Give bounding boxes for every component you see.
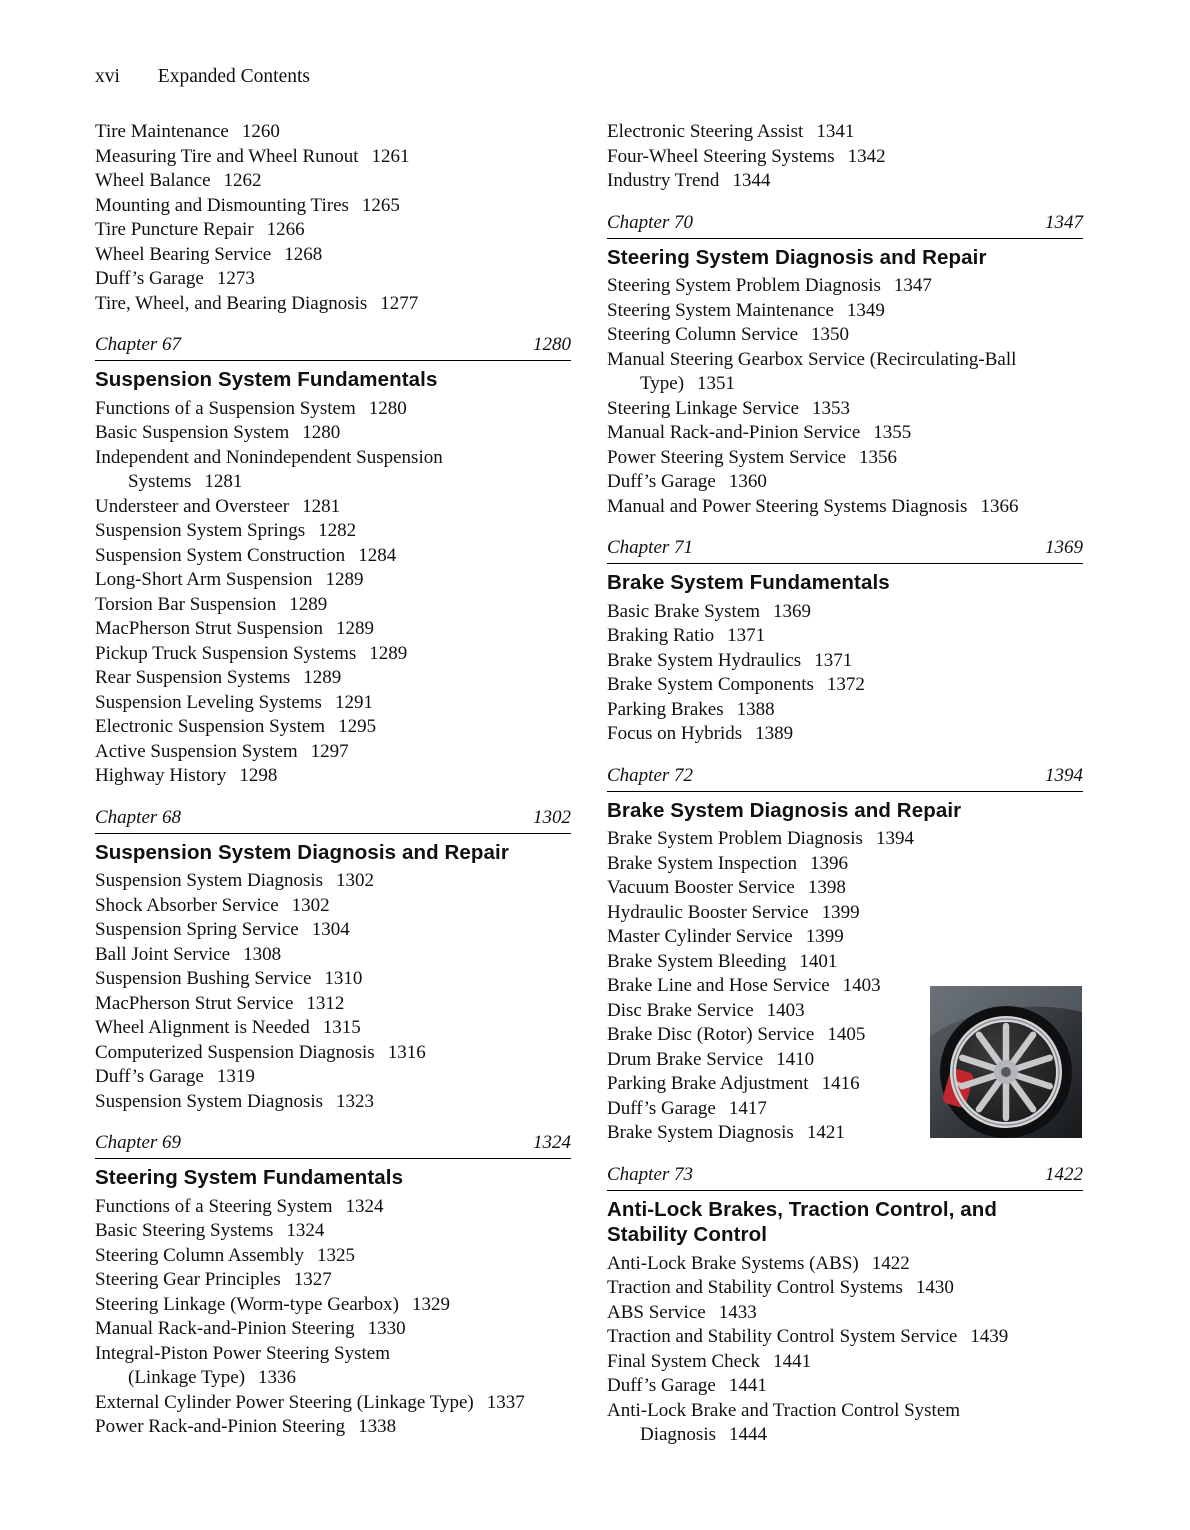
- toc-column-left: [95, 120, 571, 1448]
- toc-entry: [95, 519, 571, 544]
- entry-title: Steering System Problem Diagnosis: [607, 275, 881, 296]
- entry-page-number: 1289: [369, 642, 408, 664]
- toc-entry: [95, 642, 571, 667]
- entry-title: Traction and Stability Control System Service: [607, 1326, 958, 1347]
- toc-entry: [95, 1195, 571, 1220]
- entry-page-number: 1282: [318, 520, 357, 541]
- brake-wheel-photo: [930, 986, 1082, 1138]
- toc-entry: [95, 869, 571, 894]
- toc-entry: [95, 292, 571, 317]
- entry-title: Power Rack-and-Pinion Steering: [95, 1416, 346, 1437]
- toc-entry: [95, 1065, 571, 1090]
- entry-page-number: 1389: [755, 723, 794, 744]
- entry-title: ABS Service: [607, 1301, 706, 1323]
- toc-entry: [607, 446, 1083, 471]
- entry-title: Highway History: [95, 765, 227, 786]
- entry-page-number: 1261: [371, 145, 410, 167]
- entry-title: Steering Column Assembly: [95, 1244, 304, 1266]
- entry-title: Manual Rack-and-Pinion Steering: [95, 1318, 355, 1339]
- entry-page-number: 1344: [732, 170, 771, 191]
- entry-page-number: 1433: [718, 1301, 757, 1323]
- toc-entry: [607, 950, 1083, 975]
- entry-title: Anti-Lock Brake and Traction Control System: [607, 1399, 961, 1421]
- chapter-label: Chapter 71: [607, 537, 694, 558]
- chapter-section: [95, 806, 571, 1115]
- toc-entry: [607, 698, 1083, 723]
- entry-title: Brake System Inspection: [607, 852, 797, 874]
- chapter-title: [95, 1165, 571, 1191]
- toc-entry: [95, 267, 571, 292]
- entry-page-number: 1369: [773, 600, 812, 622]
- toc-entry: [95, 169, 571, 194]
- entry-page-number: 1422: [871, 1252, 910, 1274]
- entry-page-number: 1289: [336, 618, 374, 639]
- chapter-page-number: 1347: [1045, 211, 1083, 233]
- entry-title: Tire, Wheel, and Bearing Diagnosis: [95, 292, 368, 314]
- entry-page-number: 1319: [216, 1066, 255, 1087]
- entry-title: Pickup Truck Suspension Systems: [95, 642, 357, 664]
- toc-entry: [95, 740, 571, 765]
- toc-entry: [607, 1276, 1083, 1301]
- continued-entries: [95, 120, 571, 316]
- toc-entry: [607, 624, 1083, 649]
- chapter-label: Chapter 69: [95, 1132, 182, 1153]
- page-header: [95, 66, 1190, 88]
- entry-page-number: 1260: [241, 121, 280, 142]
- toc-entry: [95, 1041, 571, 1066]
- entry-title: Duff’s Garage: [95, 1066, 204, 1087]
- toc-entry: [607, 1301, 1083, 1326]
- entry-title: Focus on Hybrids: [607, 723, 743, 744]
- entry-title: Duff’s Garage: [607, 1097, 716, 1119]
- entry-page-number: 1371: [727, 625, 766, 646]
- entry-title-continued: Diagnosis: [640, 1424, 716, 1445]
- chapter-title-line: Steering System Fundamentals: [95, 1166, 404, 1189]
- entry-title: Steering Linkage (Worm-type Gearbox): [95, 1293, 399, 1315]
- toc-entry: [607, 1252, 1083, 1277]
- toc-entry: [95, 1219, 571, 1244]
- entry-title: Ball Joint Service: [95, 943, 231, 965]
- entry-title: Shock Absorber Service: [95, 894, 279, 916]
- entry-page-number: 1330: [367, 1318, 406, 1339]
- entry-title: Anti-Lock Brake Systems (ABS): [607, 1252, 859, 1274]
- continued-entries: [607, 120, 1083, 194]
- entry-title: Power Steering System Service: [607, 446, 847, 468]
- entry-title: Industry Trend: [607, 170, 720, 191]
- entry-page-number: 1351: [697, 373, 736, 394]
- entry-page-number: 1342: [847, 145, 886, 167]
- chapter-label: Chapter 73: [607, 1163, 694, 1185]
- toc-columns: [95, 120, 1190, 1448]
- entry-title: Steering Gear Principles: [95, 1269, 281, 1290]
- entry-page-number: 1401: [799, 950, 838, 972]
- entry-title: Duff’s Garage: [607, 471, 716, 492]
- entry-page-number: 1410: [776, 1048, 815, 1070]
- entry-page-number: 1338: [358, 1416, 397, 1437]
- entry-title: Electronic Steering Assist: [607, 121, 804, 142]
- toc-entry: [95, 1391, 571, 1416]
- entry-title: Suspension System Diagnosis: [95, 870, 324, 891]
- entry-title: Four-Wheel Steering Systems: [607, 145, 835, 167]
- chapter-heading: [95, 333, 571, 361]
- entry-title: Integral-Piston Power Steering System: [95, 1342, 390, 1364]
- entry-page-number: 1265: [361, 194, 400, 216]
- entry-title: MacPherson Strut Service: [95, 992, 294, 1014]
- chapter-heading: [607, 536, 1083, 564]
- entry-title: Suspension System Construction: [95, 544, 346, 566]
- entry-title: Basic Suspension System: [95, 422, 290, 443]
- entry-title-continued: Type): [640, 373, 685, 394]
- entry-page-number: 1366: [980, 495, 1019, 517]
- toc-entry: [607, 470, 1083, 495]
- entry-page-number: 1372: [826, 674, 865, 695]
- chapter-page-number: 1422: [1045, 1163, 1083, 1185]
- toc-entry: [95, 243, 571, 268]
- entry-title: Suspension System Springs: [95, 520, 306, 541]
- chapter-label: Chapter 68: [95, 806, 182, 828]
- running-title: Expanded Contents: [157, 66, 310, 87]
- toc-entry: [607, 348, 1083, 397]
- entry-title-continued: Systems: [128, 471, 192, 492]
- toc-entry: [607, 925, 1083, 950]
- entry-page-number: 1371: [814, 649, 853, 671]
- chapter-label: Chapter 67: [95, 334, 182, 355]
- toc-entry: [95, 446, 571, 495]
- toc-entry: [95, 194, 571, 219]
- entry-page-number: 1399: [805, 926, 844, 947]
- entry-page-number: 1441: [728, 1375, 767, 1396]
- entry-page-number: 1280: [302, 422, 341, 443]
- entry-page-number: 1398: [807, 877, 846, 898]
- chapter-page-number: 1280: [533, 334, 571, 355]
- chapter-label: Chapter 72: [607, 764, 694, 786]
- toc-entry: [607, 1374, 1083, 1399]
- toc-entry: [607, 323, 1083, 348]
- chapter-title-line: Brake System Fundamentals: [607, 571, 890, 594]
- entry-page-number: 1353: [812, 397, 851, 419]
- entry-page-number: 1266: [266, 219, 305, 240]
- entry-page-number: 1388: [736, 698, 775, 720]
- toc-entry: [95, 1317, 571, 1342]
- entry-title: Long-Short Arm Suspension: [95, 569, 313, 590]
- toc-entry: [95, 1090, 571, 1115]
- entry-title: Suspension Spring Service: [95, 919, 299, 940]
- entry-page-number: 1329: [411, 1293, 450, 1315]
- toc-entry: [95, 1268, 571, 1293]
- toc-entry: [607, 421, 1083, 446]
- entry-title: Computerized Suspension Diagnosis: [95, 1041, 375, 1063]
- toc-entry: [607, 169, 1083, 194]
- entry-title: Steering Linkage Service: [607, 397, 800, 419]
- toc-entry: [607, 1399, 1083, 1448]
- chapter-section: [607, 1163, 1083, 1448]
- entry-page-number: 1421: [806, 1122, 845, 1143]
- toc-entry: [95, 593, 571, 618]
- toc-entry: [607, 722, 1083, 747]
- toc-entry: [95, 918, 571, 943]
- entry-title: Torsion Bar Suspension: [95, 593, 277, 615]
- entry-page-number: 1273: [216, 268, 255, 289]
- entry-title: Braking Ratio: [607, 625, 715, 646]
- entry-title: Wheel Bearing Service: [95, 243, 272, 265]
- entry-title: Parking Brake Adjustment: [607, 1073, 809, 1094]
- entry-page-number: 1268: [284, 243, 323, 265]
- entry-page-number: 1441: [773, 1350, 812, 1372]
- entry-title: Vacuum Booster Service: [607, 877, 795, 898]
- entry-title: Parking Brakes: [607, 698, 724, 720]
- toc-entry: [607, 145, 1083, 170]
- toc-entry: [95, 967, 571, 992]
- toc-entry: [95, 764, 571, 789]
- entry-page-number: 1396: [809, 852, 848, 874]
- entry-title: Tire Maintenance: [95, 121, 229, 142]
- entry-title: Brake Disc (Rotor) Service: [607, 1024, 815, 1045]
- chapter-title-line: Stability Control: [607, 1223, 768, 1246]
- chapter-heading: [95, 1131, 571, 1159]
- entry-page-number: 1323: [336, 1090, 375, 1112]
- chapter-section: [607, 536, 1083, 747]
- toc-entry: [607, 495, 1083, 520]
- entry-page-number: 1302: [336, 870, 375, 891]
- entry-title: Suspension Bushing Service: [95, 968, 312, 989]
- entry-title: Duff’s Garage: [607, 1375, 716, 1396]
- toc-entry: [607, 600, 1083, 625]
- entry-page-number: 1298: [239, 765, 278, 786]
- entry-title: Understeer and Oversteer: [95, 495, 290, 517]
- entry-page-number: 1304: [311, 919, 350, 940]
- entry-page-number: 1297: [310, 740, 349, 762]
- entry-title: Steering Column Service: [607, 324, 799, 345]
- entry-title: Basic Steering Systems: [95, 1220, 274, 1241]
- entry-title: Steering System Maintenance: [607, 299, 834, 321]
- chapter-title: [607, 570, 1083, 596]
- entry-page-number: 1289: [325, 569, 364, 590]
- toc-entry: [607, 649, 1083, 674]
- entry-title: Wheel Balance: [95, 170, 211, 191]
- toc-entry: [607, 827, 1083, 852]
- toc-entry: [95, 568, 571, 593]
- entry-page-number: 1324: [345, 1195, 384, 1217]
- entry-title: Brake System Hydraulics: [607, 649, 802, 671]
- entry-page-number: 1337: [486, 1391, 525, 1413]
- toc-entry: [95, 691, 571, 716]
- chapter-section: [95, 333, 571, 789]
- chapter-section: [95, 1131, 571, 1440]
- chapter-title: [607, 798, 1083, 824]
- entry-page-number: 1325: [317, 1244, 355, 1266]
- toc-entry: [95, 894, 571, 919]
- entry-title: Brake System Components: [607, 674, 814, 695]
- entry-title: Basic Brake System: [607, 600, 761, 622]
- page-number: xvi: [95, 66, 120, 87]
- entry-title: Measuring Tire and Wheel Runout: [95, 145, 359, 167]
- chapter-heading: [607, 1163, 1083, 1191]
- entry-page-number: 1347: [893, 275, 932, 296]
- toc-entry: [95, 495, 571, 520]
- entry-page-number: 1312: [306, 992, 345, 1014]
- entry-title: External Cylinder Power Steering (Linkage Type): [95, 1391, 474, 1413]
- entry-title: Tire Puncture Repair: [95, 219, 254, 240]
- toc-column-right: [607, 120, 1083, 1448]
- entry-page-number: 1405: [827, 1024, 866, 1045]
- entry-page-number: 1341: [816, 121, 855, 142]
- entry-title: Wheel Alignment is Needed: [95, 1017, 310, 1038]
- toc-entry: [95, 145, 571, 170]
- entry-page-number: 1403: [766, 999, 805, 1021]
- chapter-title: [607, 245, 1083, 271]
- toc-entry: [607, 673, 1083, 698]
- chapter-heading: [607, 764, 1083, 792]
- entry-page-number: 1315: [322, 1017, 361, 1038]
- entry-page-number: 1403: [842, 975, 881, 996]
- chapter-section: [607, 211, 1083, 520]
- entry-page-number: 1295: [338, 716, 377, 737]
- toc-entry: [607, 876, 1083, 901]
- entry-page-number: 1355: [873, 422, 912, 443]
- chapter-heading: [95, 806, 571, 834]
- entry-page-number: 1399: [821, 901, 860, 923]
- entry-page-number: 1439: [970, 1326, 1009, 1347]
- entry-title: MacPherson Strut Suspension: [95, 618, 323, 639]
- entry-title: Traction and Stability Control Systems: [607, 1277, 903, 1298]
- entry-page-number: 1281: [204, 471, 243, 492]
- toc-entry: [95, 1415, 571, 1440]
- entry-page-number: 1277: [380, 292, 419, 314]
- entry-title: Independent and Nonindependent Suspension: [95, 446, 443, 468]
- toc-entry: [95, 1293, 571, 1318]
- entry-title: Master Cylinder Service: [607, 926, 793, 947]
- entry-page-number: 1430: [915, 1277, 954, 1298]
- entry-title: Rear Suspension Systems: [95, 667, 291, 688]
- entry-page-number: 1289: [303, 667, 342, 688]
- toc-entry: [95, 1342, 571, 1391]
- entry-page-number: 1280: [368, 397, 407, 419]
- toc-entry: [607, 120, 1083, 145]
- toc-entry: [95, 992, 571, 1017]
- chapter-page-number: 1302: [533, 806, 571, 828]
- entry-page-number: 1324: [286, 1220, 325, 1241]
- entry-page-number: 1416: [821, 1073, 860, 1094]
- entry-page-number: 1262: [223, 170, 262, 191]
- toc-entry: [95, 666, 571, 691]
- entry-title: Active Suspension System: [95, 740, 298, 762]
- entry-page-number: 1350: [811, 324, 850, 345]
- entry-page-number: 1310: [324, 968, 363, 989]
- entry-page-number: 1327: [293, 1269, 332, 1290]
- toc-entry: [607, 901, 1083, 926]
- chapter-title: [95, 840, 571, 866]
- entry-title: Suspension Leveling Systems: [95, 691, 322, 713]
- entry-page-number: 1308: [243, 943, 282, 965]
- entry-page-number: 1349: [846, 299, 885, 321]
- chapter-page-number: 1394: [1045, 764, 1083, 786]
- chapter-title-line: Anti-Lock Brakes, Traction Control, and: [607, 1197, 998, 1221]
- entry-title: Electronic Suspension System: [95, 716, 326, 737]
- toc-entry: [607, 1325, 1083, 1350]
- chapter-title-line: Brake System Diagnosis and Repair: [607, 798, 962, 822]
- entry-page-number: 1444: [729, 1424, 767, 1445]
- toc-entry: [95, 715, 571, 740]
- entry-page-number: 1284: [358, 544, 397, 566]
- entry-page-number: 1360: [728, 471, 767, 492]
- chapter-label: Chapter 70: [607, 211, 694, 233]
- entry-page-number: 1417: [728, 1097, 767, 1119]
- entry-title: Final System Check: [607, 1350, 761, 1372]
- toc-entry: [95, 218, 571, 243]
- chapter-title-line: Suspension System Diagnosis and Repair: [95, 840, 509, 864]
- toc-entry: [607, 397, 1083, 422]
- entry-title: Brake System Bleeding: [607, 950, 787, 972]
- entry-title: Duff’s Garage: [95, 268, 204, 289]
- entry-page-number: 1356: [859, 446, 898, 468]
- entry-title: Suspension System Diagnosis: [95, 1090, 324, 1112]
- entry-title: Brake Line and Hose Service: [607, 975, 830, 996]
- brake-wheel-photo-graphic: [930, 986, 1082, 1138]
- entry-page-number: 1336: [258, 1367, 297, 1388]
- entry-title: Disc Brake Service: [607, 999, 754, 1021]
- entry-page-number: 1291: [334, 691, 373, 713]
- toc-entry: [95, 120, 571, 145]
- toc-entry: [95, 943, 571, 968]
- entry-title: Mounting and Dismounting Tires: [95, 194, 349, 216]
- entry-page-number: 1316: [387, 1041, 426, 1063]
- chapter-heading: [607, 211, 1083, 239]
- chapter-title: [607, 1197, 1083, 1248]
- chapter-title-line: Suspension System Fundamentals: [95, 368, 438, 391]
- entry-title: Hydraulic Booster Service: [607, 901, 809, 923]
- entry-page-number: 1394: [875, 828, 914, 849]
- chapter-title-line: Steering System Diagnosis and Repair: [607, 245, 987, 269]
- toc-entry: [95, 397, 571, 422]
- chapter-page-number: 1369: [1045, 537, 1083, 558]
- entry-title: Brake System Diagnosis: [607, 1122, 794, 1143]
- toc-entry: [95, 1016, 571, 1041]
- toc-entry: [95, 617, 571, 642]
- entry-title-continued: (Linkage Type): [128, 1367, 246, 1388]
- entry-title: Functions of a Steering System: [95, 1195, 333, 1217]
- entry-title: Drum Brake Service: [607, 1048, 764, 1070]
- chapter-title: [95, 367, 571, 393]
- entry-title: Manual Steering Gearbox Service (Recirculating-Ball: [607, 348, 1017, 370]
- entry-page-number: 1289: [289, 593, 328, 615]
- toc-entry: [95, 421, 571, 446]
- entry-title: Brake System Problem Diagnosis: [607, 828, 863, 849]
- toc-entry: [607, 274, 1083, 299]
- chapter-page-number: 1324: [533, 1132, 571, 1153]
- entry-page-number: 1302: [291, 894, 330, 916]
- entry-title: Manual Rack-and-Pinion Service: [607, 422, 861, 443]
- entry-title: Manual and Power Steering Systems Diagnosis: [607, 495, 968, 517]
- toc-entry: [607, 299, 1083, 324]
- toc-entry: [607, 1350, 1083, 1375]
- toc-entry: [95, 1244, 571, 1269]
- toc-entry: [607, 852, 1083, 877]
- toc-entry: [95, 544, 571, 569]
- entry-title: Functions of a Suspension System: [95, 397, 356, 419]
- entry-page-number: 1281: [302, 495, 341, 517]
